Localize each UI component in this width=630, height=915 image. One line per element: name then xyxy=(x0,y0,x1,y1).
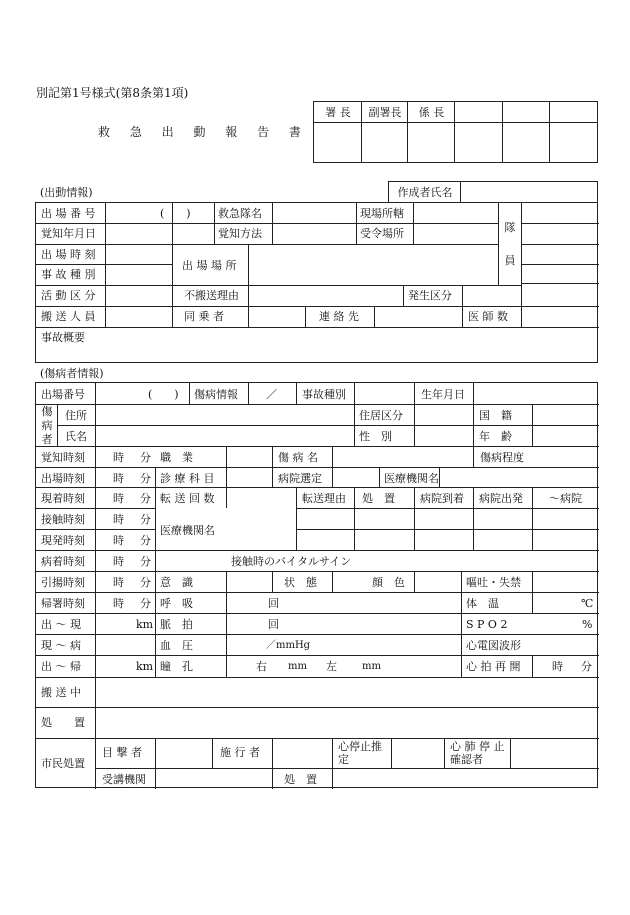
label-consciousness: 意 識 xyxy=(160,576,193,589)
label-hospital-select: 病院選定 xyxy=(278,472,322,485)
hour-unit: 時 xyxy=(113,472,124,485)
label-pulse: 脈 拍 xyxy=(160,618,193,631)
label-time-recognized: 覚知時刻 xyxy=(41,451,85,464)
label-occurrence-class: 発生区分 xyxy=(408,289,452,302)
pupil-left: 左 xyxy=(326,660,337,673)
label-hr-resume: 心 拍 再 開 xyxy=(466,660,521,673)
label-time-return-start: 引揚時刻 xyxy=(41,576,85,589)
label-recognized-method: 覚知方法 xyxy=(218,227,262,240)
patient-table xyxy=(35,382,598,788)
label-citizen-treatment: 市民処置 xyxy=(41,757,85,770)
label-treatment-2: 処 置 xyxy=(284,773,317,786)
mm-unit: mm xyxy=(362,661,381,672)
label-time-hospital: 病着時刻 xyxy=(41,555,85,568)
label-distance-hospital: 現 〜 病 xyxy=(41,639,81,652)
team-vertical-a: 隊 xyxy=(504,221,516,234)
author-box xyxy=(388,181,598,203)
label-treatment-head: 処 置 xyxy=(362,492,395,505)
label-distance-site: 出 〜 現 xyxy=(41,618,81,631)
celsius-unit: ℃ xyxy=(581,597,594,610)
dispatch-section-heading: (出動情報) xyxy=(40,186,93,199)
hour-unit: 時 xyxy=(113,513,124,526)
label-residence-class: 住居区分 xyxy=(359,409,403,422)
label-transfer-reason: 転送理由 xyxy=(302,492,346,505)
label-time-depart: 現発時刻 xyxy=(41,534,85,547)
label-occupation: 職 業 xyxy=(160,451,193,464)
label-complexion: 顔 色 xyxy=(372,576,405,589)
label-to-hospital: 〜病院 xyxy=(549,492,582,505)
approval-deputy-label: 副署長 xyxy=(368,106,402,119)
label-address: 住所 xyxy=(65,409,87,422)
form-reference: 別記第1号様式(第8条第1項) xyxy=(36,86,189,100)
label-cpa-confirm-b: 確認者 xyxy=(450,753,483,766)
label-time-arrive: 現着時刻 xyxy=(41,492,85,505)
dispatch-no-paren: ( ) xyxy=(160,207,191,220)
percent-unit: % xyxy=(582,618,593,631)
approval-box xyxy=(313,101,598,163)
label-transport-count: 搬 送 人 員 xyxy=(41,310,96,323)
pulse-unit: 回 xyxy=(268,618,279,631)
label-nationality: 国 籍 xyxy=(479,409,512,422)
label-doctor-count: 医 師 数 xyxy=(468,310,508,323)
label-team-name: 救急隊名 xyxy=(218,207,262,220)
hour-unit: 時 xyxy=(113,555,124,568)
label-state: 状 態 xyxy=(284,576,317,589)
page-title: 救 急 出 動 報 告 書 xyxy=(98,125,309,139)
label-facility-name-2: 医療機関名 xyxy=(160,524,215,537)
minute-unit: 分 xyxy=(140,534,151,547)
label-contact: 連 絡 先 xyxy=(319,310,359,323)
dispatch-table xyxy=(35,202,598,363)
label-ecg: 心電図波形 xyxy=(466,639,521,652)
label-hospital-arrive: 病院到着 xyxy=(420,492,464,505)
label-pupil: 瞳 孔 xyxy=(160,660,193,673)
patient-section-heading: (傷病者情報) xyxy=(40,367,104,380)
label-recognized-date: 覚知年月日 xyxy=(41,227,96,240)
approval-chief-label: 署 長 xyxy=(325,106,351,119)
label-time-contact: 接触時刻 xyxy=(41,513,85,526)
mmhg-unit: ／mmHg xyxy=(266,640,311,651)
minute-unit: 分 xyxy=(140,472,151,485)
approval-section-label: 係 長 xyxy=(418,106,445,119)
label-birth-date: 生年月日 xyxy=(421,388,465,401)
pupil-right: 右 xyxy=(256,660,267,673)
author-label: 作成者氏名 xyxy=(397,186,453,199)
minute-unit: 分 xyxy=(140,513,151,526)
hour-unit: 時 xyxy=(113,451,124,464)
label-received-place: 受令場所 xyxy=(360,227,404,240)
team-vertical-b: 員 xyxy=(504,254,516,267)
label-in-transport: 搬 送 中 xyxy=(41,686,81,699)
minute-unit: 分 xyxy=(140,576,151,589)
label-respiration: 呼 吸 xyxy=(160,597,193,610)
label-vomit: 嘔吐・失禁 xyxy=(466,576,521,589)
hour-unit: 時 xyxy=(113,534,124,547)
label-treatment: 処 置 xyxy=(41,716,85,729)
mm-unit: mm xyxy=(288,661,307,672)
label-distance-return: 出 〜 帰 xyxy=(41,660,81,673)
label-patient-dispatch-no: 出場番号 xyxy=(41,388,85,401)
hour-unit: 時 xyxy=(113,597,124,610)
label-facility-name: 医療機関名 xyxy=(384,472,439,485)
injury-info-slash: ／ xyxy=(266,388,277,401)
label-dispatch-time: 出 場 時 刻 xyxy=(41,248,96,261)
label-vitals-heading: 接触時のバイタルサイン xyxy=(231,555,352,568)
label-arrest-estimate-b: 定 xyxy=(338,753,349,766)
label-witness: 目 撃 者 xyxy=(102,746,142,759)
label-time-dispatch: 出場時刻 xyxy=(41,472,85,485)
patient-dispatch-paren: ( ) xyxy=(148,388,179,401)
hour-unit: 時 xyxy=(113,492,124,505)
respiration-unit: 回 xyxy=(268,597,279,610)
label-department: 診 療 科 目 xyxy=(160,472,215,485)
label-passenger: 同 乗 者 xyxy=(184,310,224,323)
label-severity: 傷病程度 xyxy=(480,451,524,464)
label-performer: 施 行 者 xyxy=(220,746,260,759)
label-site-jurisdiction: 現場所轄 xyxy=(360,207,404,220)
minute-unit: 分 xyxy=(140,492,151,505)
label-sex: 性 別 xyxy=(359,430,392,443)
label-injury-info: 傷病情報 xyxy=(194,388,238,401)
label-course-org: 受講機関 xyxy=(102,773,146,786)
label-accident-summary: 事故概要 xyxy=(41,331,85,344)
label-dispatch-place: 出 場 場 所 xyxy=(182,259,237,272)
label-time-return: 帰署時刻 xyxy=(41,597,85,610)
label-arrest-estimate-a: 心停止推 xyxy=(338,740,382,753)
label-dispatch-no: 出 場 番 号 xyxy=(41,207,96,220)
label-hospital-depart: 病院出発 xyxy=(479,492,523,505)
label-patient-accident-type: 事故種別 xyxy=(302,388,346,401)
hour-unit: 時 xyxy=(113,576,124,589)
hour-unit: 時 xyxy=(552,660,563,673)
km-unit: km xyxy=(136,618,154,631)
label-injury-name: 傷 病 名 xyxy=(278,451,318,464)
label-spo2: S P O 2 xyxy=(466,618,508,631)
label-body-temp: 体 温 xyxy=(466,597,499,610)
minute-unit: 分 xyxy=(140,451,151,464)
label-name: 氏名 xyxy=(65,430,87,443)
patient-vertical-label: 傷病者 xyxy=(41,405,53,446)
km-unit: km xyxy=(136,660,154,673)
label-activity-class: 活 動 区 分 xyxy=(41,289,96,302)
minute-unit: 分 xyxy=(140,597,151,610)
label-non-transport-reason: 不搬送理由 xyxy=(184,289,239,302)
label-cpa-confirm-a: 心 肺 停 止 xyxy=(450,740,505,753)
label-age: 年 齢 xyxy=(479,430,512,443)
label-accident-type: 事 故 種 別 xyxy=(41,268,96,281)
minute-unit: 分 xyxy=(140,555,151,568)
minute-unit: 分 xyxy=(581,660,592,673)
label-transfer-count: 転 送 回 数 xyxy=(160,492,215,505)
label-blood-pressure: 血 圧 xyxy=(160,639,193,652)
